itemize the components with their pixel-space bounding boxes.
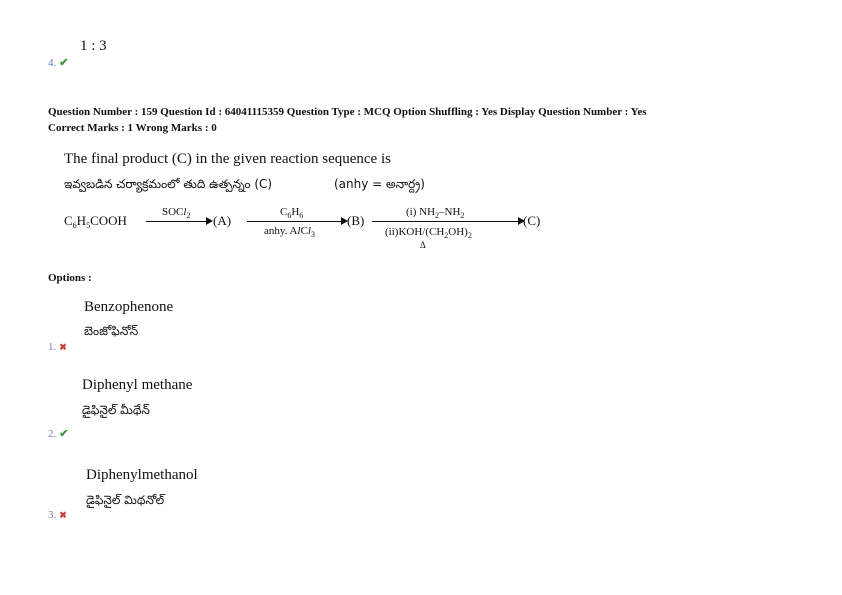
reagent-3-line2: $(ii)KOH/(CH_2OH)_2$ xyxy=(385,226,472,240)
reactant: $C_6H_5COOH$ xyxy=(64,213,127,230)
option-3-number: 3. xyxy=(48,509,57,521)
question-text-english: The final product (C) in the given reaction sequence is xyxy=(64,151,391,167)
question-telugu-note: (anhy = అనార్ద్ర) xyxy=(334,177,425,191)
check-icon: ✔ xyxy=(59,57,69,69)
arrow-right-icon xyxy=(206,217,213,225)
reagent-2-bottom: anhy. AlCl$_3$ xyxy=(264,225,315,239)
question-meta-line1: Question Number : 159 Question Id : 64041115359 Question Type : MCQ Option Shuffling : Yes Display Question Number : Yes xyxy=(48,106,647,118)
cross-icon: ✖ xyxy=(59,510,67,520)
reagent-3-heat: Δ xyxy=(420,240,426,250)
option-1-number: 1. xyxy=(48,341,57,353)
question-text-telugu: ఇవ్వబడిన చర్యాక్రమంలో తుది ఉత్పన్నం (C) xyxy=(64,177,273,191)
option-1-marker xyxy=(48,337,67,355)
reagent-1: SOCl$_2$ xyxy=(162,206,191,220)
product-c: (C) xyxy=(523,213,541,228)
prev-answer-number-row xyxy=(48,53,68,71)
reagent-2-top: $C_6H_6$ xyxy=(280,206,304,220)
product-a: (A) xyxy=(213,213,232,228)
prev-answer-number: 4. xyxy=(48,57,57,69)
option-2-marker xyxy=(48,424,68,442)
option-2-number: 2. xyxy=(48,428,57,440)
reagent-3-line1: (i) $NH_2-NH_2$ xyxy=(406,206,465,220)
option-2-english: Diphenyl methane xyxy=(82,377,193,393)
options-label: Options : xyxy=(48,272,92,284)
prev-answer-text: 1 : 3 xyxy=(80,38,107,54)
option-2-telugu: డైఫినైల్ మీథేన్ xyxy=(82,403,150,417)
cross-icon: ✖ xyxy=(59,342,67,352)
option-3-marker xyxy=(48,505,67,523)
option-1-telugu: బెంజోఫినోన్ xyxy=(84,324,139,338)
product-b: (B) xyxy=(347,213,365,228)
option-3-telugu: డైఫినైల్ మిథనోల్ xyxy=(86,493,165,507)
question-meta-line2: Correct Marks : 1 Wrong Marks : 0 xyxy=(48,122,217,134)
check-icon: ✔ xyxy=(59,428,69,440)
option-1-english: Benzophenone xyxy=(84,299,174,315)
option-3-english: Diphenylmethanol xyxy=(86,467,198,483)
